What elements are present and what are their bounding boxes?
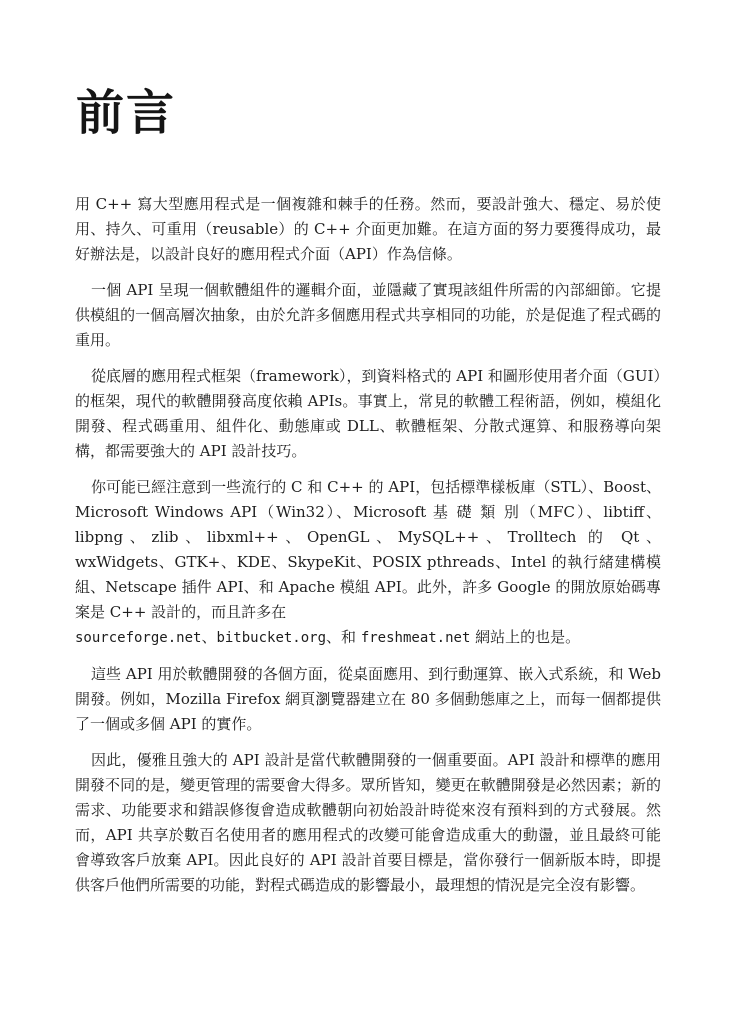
separator-2: 、和 xyxy=(326,628,361,646)
site-freshmeat: freshmeat.net xyxy=(360,630,471,646)
paragraph-4-text: 你可能已經注意到一些流行的 C 和 C++ 的 API，包括標準樣板庫（STL）、Boost、Microsoft Windows API（Win32）、Microsoft 基 礎 類 別（MFC）、libtiff、libpng、zlib、libxml++、OpenGL、MySQL++、Trolltech 的 Qt、wxWidgets、GTK+、KDE、SkypeKit、POSIX pthreads、Intel 的執行緒建構模組、Netscape 插件 API、和 Apache 模組 API。此外，許多 Google 的開放原始碼專案是 C++ 設計的，而且許多在 xyxy=(75,478,661,621)
site-bitbucket: bitbucket.org xyxy=(216,630,327,646)
paragraph-4-ending: 網站上的也是。 xyxy=(470,628,581,646)
paragraph-5: 這些 API 用於軟體開發的各個方面，從桌面應用、到行動運算、嵌入式系統，和 Web 開發。例如，Mozilla Firefox 網頁瀏覽器建立在 80 多個動態庫之上，而每一個都提供了一個或多個 API 的實作。 xyxy=(75,665,661,733)
separator-1: 、 xyxy=(201,628,217,646)
paragraph-6: 因此，優雅且強大的 API 設計是當代軟體開發的一個重要面。API 設計和標準的應用開發不同的是，變更管理的需要會大得多。眾所皆知，變更在軟體開發是必然因素；新的需求、功能要求和錯誤修復會造成軟體朝向初始設計時從來沒有預料到的方式發展。然而，API 共享於數百名使用者的應用程式的改變可能會造成重大的動盪，並且最終可能會導致客戶放棄 API。因此良好的 API 設計首要目標是，當你發行一個新版本時，即提供客戶他們所需要的功能，對程式碼造成的影響最小，最理想的情況是完全沒有影響。 xyxy=(75,751,661,894)
paragraph-2: 一個 API 呈現一個軟體組件的邏輯介面，並隱藏了實現該組件所需的內部細節。它提供模組的一個高層次抽象，由於允許多個應用程式共享相同的功能，於是促進了程式碼的重用。 xyxy=(75,281,661,349)
page-title: 前言 xyxy=(76,85,177,141)
site-sourceforge: sourceforge.net xyxy=(75,630,202,646)
body-text xyxy=(75,192,661,909)
paragraph-1: 用 C++ 寫大型應用程式是一個複雜和棘手的任務。然而，要設計強大、穩定、易於使用、持久、可重用（reusable）的 C++ 介面更加難。在這方面的努力要獲得成功，最好辦法是，以設計良好的應用程式介面（API）作為信條。 xyxy=(75,195,661,263)
paragraph-4 xyxy=(75,475,661,651)
paragraph-3: 從底層的應用程式框架（framework），到資料格式的 API 和圖形使用者介面（GUI）的框架，現代的軟體開發高度依賴 APIs。事實上，常見的軟體工程術語，例如，模組化開發、程式碼重用、組件化、動態庫或 DLL、軟體框架、分散式運算、和服務導向架構，都需要強大的 API 設計技巧。 xyxy=(75,367,661,460)
